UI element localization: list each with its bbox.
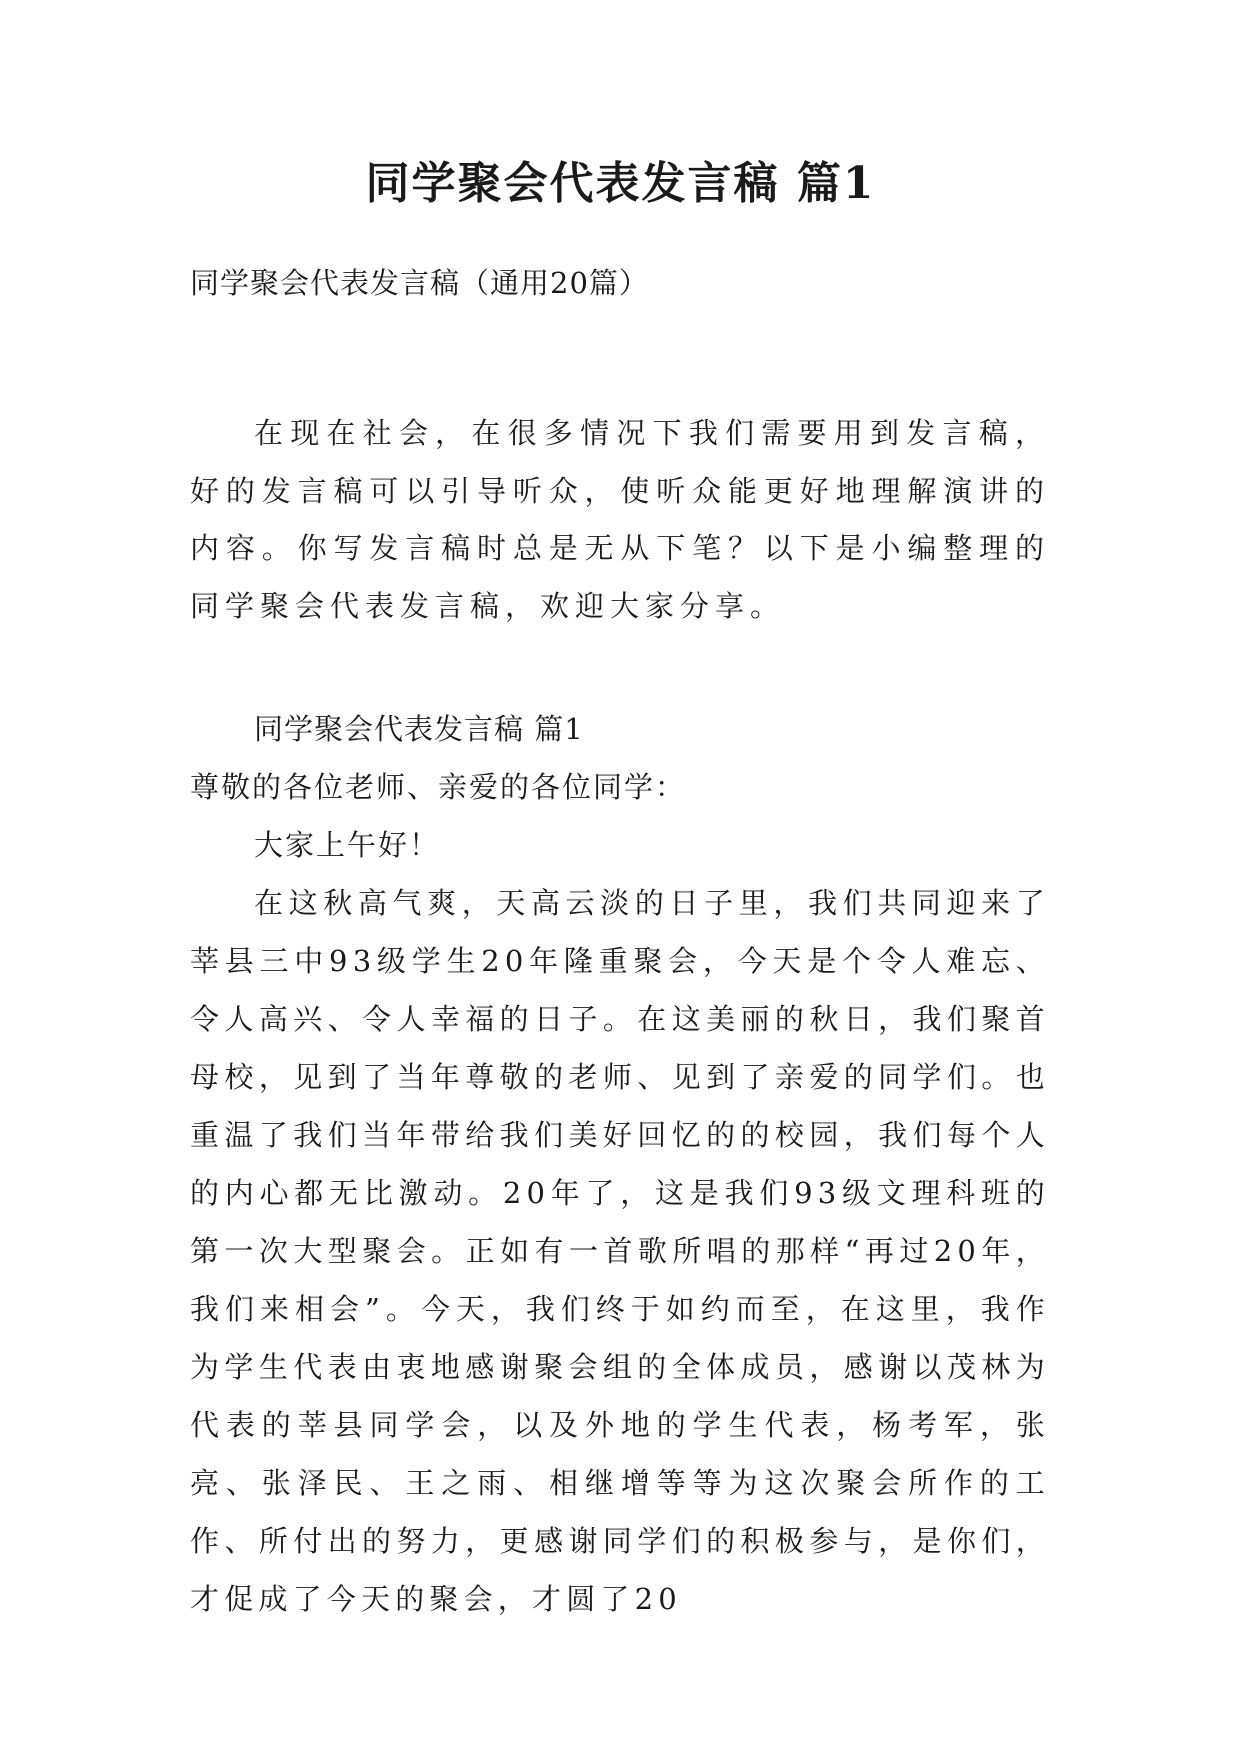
speech-paragraph: 在这秋高气爽，天高云淡的日子里，我们共同迎来了莘县三中93级学生20年隆重聚会，今天是个令人难忘、令人高兴、令人幸福的日子。在这美丽的秋日，我们聚首母校，见到了当年尊敬的老师、见到了亲爱的同学们。也重温了我们当年带给我们美好回忆的的校园，我们每个人的内心都无比激动。20年了，这是我们93级文理科班的第一次大型聚会。正如有一首歌所唱的那样“再过20年，我们来相会”。今天，我们终于如约而至，在这里，我作为学生代表由衷地感谢聚会组的全体成员，感谢以茂林为代表的莘县同学会，以及外地的学生代表，杨考军，张亮、张泽民、王之雨、相继增等等为这次聚会所作的工作、所付出的努力，更感谢同学们的积极参与，是你们，才促成了今天的聚会，才圆了20 bbox=[190, 886, 1050, 1616]
document-subtitle: 同学聚会代表发言稿（通用20篇） bbox=[190, 266, 649, 300]
speech-body bbox=[190, 700, 1050, 1628]
salutation: 尊敬的各位老师、亲爱的各位同学： bbox=[190, 770, 687, 804]
intro-paragraph: 在现在社会，在很多情况下我们需要用到发言稿，好的发言稿可以引导听众，使听众能更好地理解演讲的内容。你写发言稿时总是无从下笔？以下是小编整理的同学聚会代表发言稿，欢迎大家分享。 bbox=[190, 416, 1050, 623]
document-title: 同学聚会代表发言稿 篇1 bbox=[365, 158, 876, 209]
section-heading: 同学聚会代表发言稿 篇1 bbox=[254, 712, 584, 746]
greeting: 大家上午好！ bbox=[254, 828, 441, 862]
